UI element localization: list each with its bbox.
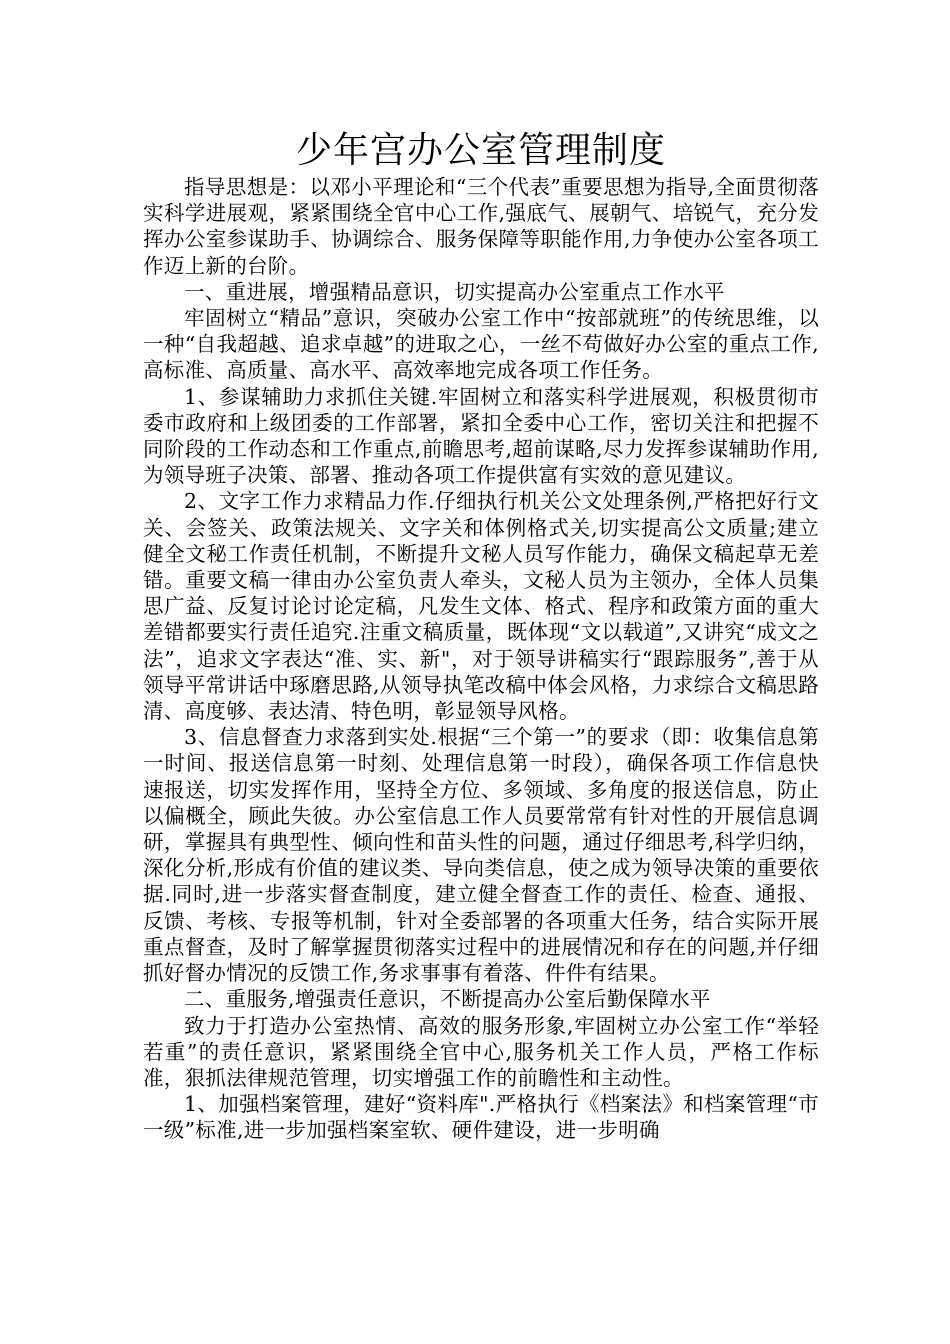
paragraph-item-1-archives: 1、加强档案管理，建好“资料库".严格执行《档案法》和档案管理“市一级”标准,进一步加强档案室软、硬件建设，进一步明确 (143, 1092, 819, 1143)
paragraph-quality-awareness: 牢固树立“精品”意识，突破办公室工作中“按部就班”的传统思维，以一种“自我超越、追求卓越”的进取之心，一丝不苟做好办公室的重点工作,高标准、高质量、高水平、高效率地完成各项工作任务。 (143, 306, 819, 383)
document-title: 少年宫办公室管理制度 (295, 130, 666, 171)
paragraph-guiding-thought: 指导思想是：以邓小平理论和“三个代表”重要思想为指导,全面贯彻落实科学进展观，紧紧围绕全官中心工作,强底气、展朝气、培锐气，充分发挥办公室参谋助手、协调综合、服务保障等职能作用,力争使办公室各项工作迈上新的台阶。 (143, 175, 819, 278)
section-heading-1: 一、重进展，增强精品意识，切实提高办公室重点工作水平 (184, 279, 725, 304)
paragraph-service-image: 致力于打造办公室热情、高效的服务形象,牢固树立办公室工作“举轻若重”的责任意识，紧紧围绕全官中心,服务机关工作人员，严格工作标准，狠抓法律规范管理，切实增强工作的前瞻性和主动性。 (143, 1013, 819, 1090)
paragraph-item-3-information: 3、信息督查力求落到实处.根据“三个第一”的要求（即：收集信息第一时间、报送信息第一时刻、处理信息第一时段），确保各项工作信息快速报送，切实发挥作用，坚持全方位、多领域、多角度的报送信息，防止以偏概全，顾此失彼。办公室信息工作人员要常常有针对性的开展信息调研，掌握具有典型性、倾向性和苗头性的问题，通过仔细思考,科学归纳，深化分析,形成有价值的建议类、导向类信息，使之成为领导决策的重要依据.同时,进一步落实督查制度，建立健全督查工作的责任、检查、通报、反馈、考核、专报等机制，针对全委部署的各项重大任务，结合实际开展重点督查，及时了解掌握贯彻落实过程中的进展情况和存在的问题,并仔细抓好督办情况的反馈工作,务求事事有着落、件件有结果。 (143, 725, 819, 986)
section-heading-2: 二、重服务,增强责任意识，不断提高办公室后勤保障水平 (184, 987, 711, 1012)
document-page (143, 128, 819, 1144)
paragraph-item-2-writing: 2、文字工作力求精品力作.仔细执行机关公文处理条例,严格把好行文关、会签关、政策法规关、文字关和体例格式关,切实提高公文质量;建立健全文秘工作责任机制，不断提升文秘人员写作能力，确保文稿起草无差错。重要文稿一律由办公室负责人牵头，文秘人员为主领办，全体人员集思广益、反复讨论讨论定稿，凡发生文体、格式、程序和政策方面的重大差错都要实行责任追究.注重文稿质量，既体现“文以载道”,又讲究“成文之法”，追求文字表达“准、实、新"，对于领导讲稿实行“跟踪服务”,善于从领导平常讲话中琢磨思路,从领导执笔改稿中体会风格，力求综合文稿思路清、高度够、表达清、特色明，彰显领导风格。 (143, 489, 819, 724)
paragraph-item-1-advisory: 1、参谋辅助力求抓住关键.牢固树立和落实科学进展观，积极贯彻市委市政府和上级团委的工作部署，紧扣全委中心工作，密切关注和把握不同阶段的工作动态和工作重点,前瞻思考,超前谋略,尽力发挥参谋辅助作用,为领导班子决策、部署、推动各项工作提供富有实效的意见建议。 (143, 384, 819, 488)
